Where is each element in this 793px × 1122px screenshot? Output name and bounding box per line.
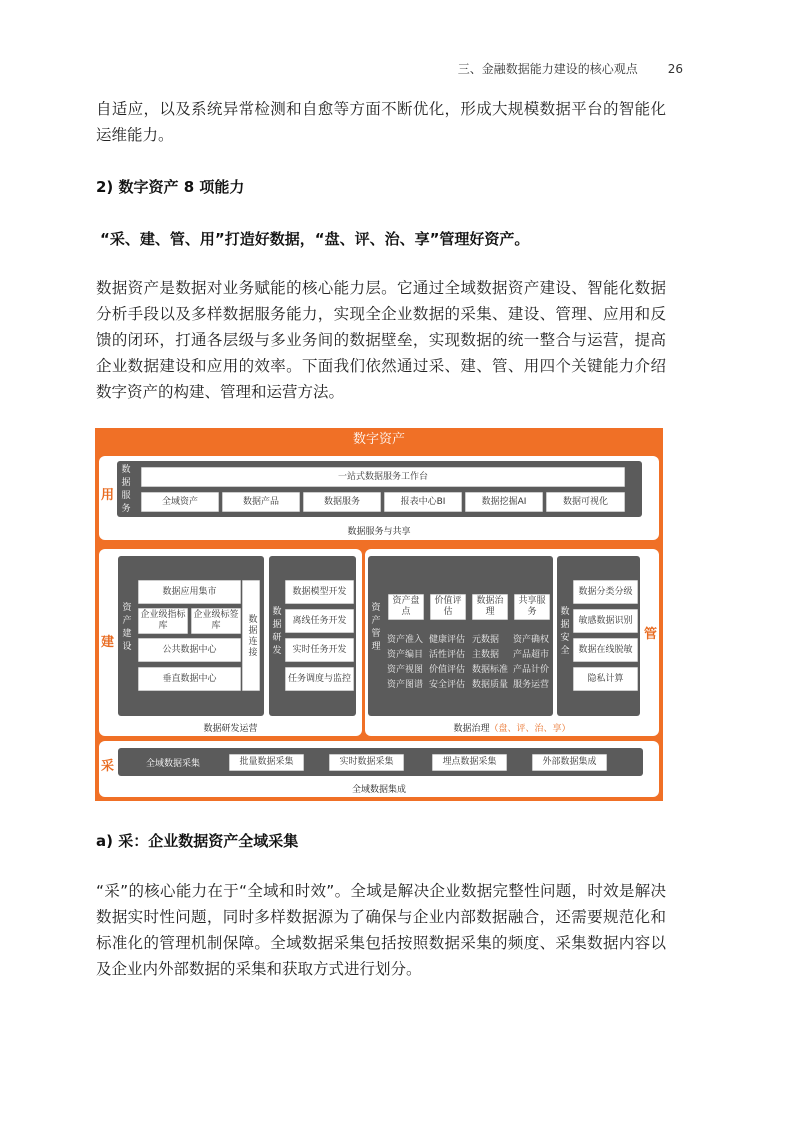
manage-caption-main: 数据治理: [453, 724, 490, 734]
build-panel: [99, 549, 362, 736]
manage-caption-accent: （盘、评、治、享）: [489, 724, 571, 734]
mgmt-grid-cell: 健康评估: [429, 635, 466, 645]
asset-mgmt-label: 资产管理: [371, 603, 381, 652]
section-heading-a: a) 采：企业数据资产全域采集: [96, 832, 299, 850]
collect-item: 批量数据采集: [229, 754, 304, 771]
data-service-label: 数据服务: [121, 465, 131, 514]
service-item: 数据可视化: [546, 492, 625, 512]
page-number: 26: [667, 62, 683, 76]
asset-item: 企业级指标库: [138, 608, 188, 634]
asset-item: 垂直数据中心: [138, 667, 241, 691]
dev-item: 离线任务开发: [285, 609, 354, 633]
mgmt-grid-cell: 元数据: [472, 635, 500, 645]
data-service-block: [117, 461, 642, 517]
mgmt-grid-cell: 产品超市: [513, 650, 550, 660]
mgmt-grid-cell: 产品计价: [513, 665, 550, 675]
service-item: 数据产品: [222, 492, 300, 512]
build-caption: 数据研发运营: [203, 724, 258, 734]
data-dev-block: [269, 556, 356, 716]
intro-paragraph: 自适应，以及系统异常检测和自愈等方面不断优化，形成大规模数据平台的智能化运维能力。: [96, 100, 666, 144]
mgmt-grid-cell: 服务运营: [513, 680, 550, 690]
section-title: 三、金融数据能力建设的核心观点: [457, 62, 638, 76]
mgmt-grid-cell: 资产视图: [387, 665, 424, 675]
service-platform: 一站式数据服务工作台: [141, 467, 625, 487]
mgmt-grid-cell: 活性评估: [429, 650, 466, 660]
final-paragraph: “采”的核心能力在于“全域和时效”。全域是解决企业数据完整性问题，时效是解决数据实时性问题，同时多样数据源为了确保与企业内部数据融合，还需要规范化和标准化的管理机制保障。全域数据采集包括按照数据采集的频度、采集数据内容以及企业内外部数据的采集和获取方式进行划分。: [96, 882, 666, 978]
collect-item: 埋点数据采集: [432, 754, 507, 771]
use-caption: 数据服务与共享: [347, 527, 411, 537]
collect-item: 实时数据采集: [329, 754, 404, 771]
mgmt-item: 资产盘点: [388, 594, 424, 620]
mgmt-grid-cell: 安全评估: [429, 680, 466, 690]
dev-item: 实时任务开发: [285, 638, 354, 662]
security-item: 隐私计算: [573, 667, 638, 691]
asset-build-label: 资产建设: [122, 603, 132, 652]
dev-item: 任务调度与监控: [285, 667, 354, 691]
mgmt-grid-cell: 价值评估: [429, 665, 466, 675]
build-side-label: 建: [101, 635, 115, 650]
asset-item: 公共数据中心: [138, 638, 241, 662]
manage-caption: [365, 721, 659, 734]
collect-side-label: 采: [101, 759, 115, 774]
dev-item: 数据模型开发: [285, 580, 354, 604]
collect-item: 外部数据集成: [532, 754, 607, 771]
section-heading: 2) 数字资产 8 项能力: [96, 178, 245, 196]
page-header: [458, 60, 683, 77]
collect-lead: 全域数据采集: [146, 759, 201, 769]
digital-asset-diagram: [95, 428, 663, 801]
use-panel: [99, 456, 659, 540]
body-paragraph: 数据资产是数据对业务赋能的核心能力层。它通过全域数据资产建设、智能化数据分析手段以及多样数据服务能力，实现全企业数据的采集、建设、管理、应用和反馈的闭环，打通各层级与多业务间的数据壁垒，实现数据的统一整合与运营，提高企业数据建设和应用的效率。下面我们依然通过采、建、管、用四个关键能力介绍数字资产的构建、管理和运营方法。: [96, 279, 666, 401]
asset-build-block: [118, 556, 264, 716]
manage-panel: [365, 549, 659, 736]
asset-item: 企业级标签库: [191, 608, 241, 634]
mgmt-grid-cell: 主数据: [472, 650, 500, 660]
mgmt-grid-cell: 资产编目: [387, 650, 424, 660]
manage-side-label: 管: [644, 627, 658, 642]
mgmt-grid-cell: 数据标准: [472, 665, 509, 675]
mgmt-item: 共享服务: [514, 594, 550, 620]
service-item: 数据挖掘AI: [465, 492, 543, 512]
data-dev-label: 数据研发: [272, 607, 282, 656]
sub-heading: “采、建、管、用”打造好数据，“盘、评、治、享”管理好资产。: [100, 230, 530, 248]
mgmt-grid-cell: 数据质量: [472, 680, 509, 690]
security-item: 数据分类分级: [573, 580, 638, 604]
service-item: 报表中心BI: [384, 492, 462, 512]
service-item: 数据服务: [303, 492, 381, 512]
asset-item: 数据应用集市: [138, 580, 241, 604]
collect-block: [118, 748, 643, 776]
security-item: 数据在线脱敏: [573, 638, 638, 662]
mgmt-grid-cell: 资产准入: [387, 635, 424, 645]
collect-panel: [99, 741, 659, 797]
diagram-title: 数字资产: [352, 432, 405, 447]
security-item: 敏感数据识别: [573, 609, 638, 633]
mgmt-grid-cell: 资产图谱: [387, 680, 424, 690]
mgmt-item: 价值评估: [430, 594, 466, 620]
data-connect: 数据连接: [242, 580, 260, 691]
collect-caption: 全域数据集成: [351, 785, 406, 795]
mgmt-grid-cell: 资产确权: [513, 635, 550, 645]
use-side-label: 用: [101, 488, 115, 503]
mgmt-item: 数据治理: [472, 594, 508, 620]
data-security-block: [557, 556, 640, 716]
service-item: 全域资产: [141, 492, 219, 512]
asset-mgmt-block: [368, 556, 553, 716]
data-security-label: 数据安全: [560, 607, 570, 656]
